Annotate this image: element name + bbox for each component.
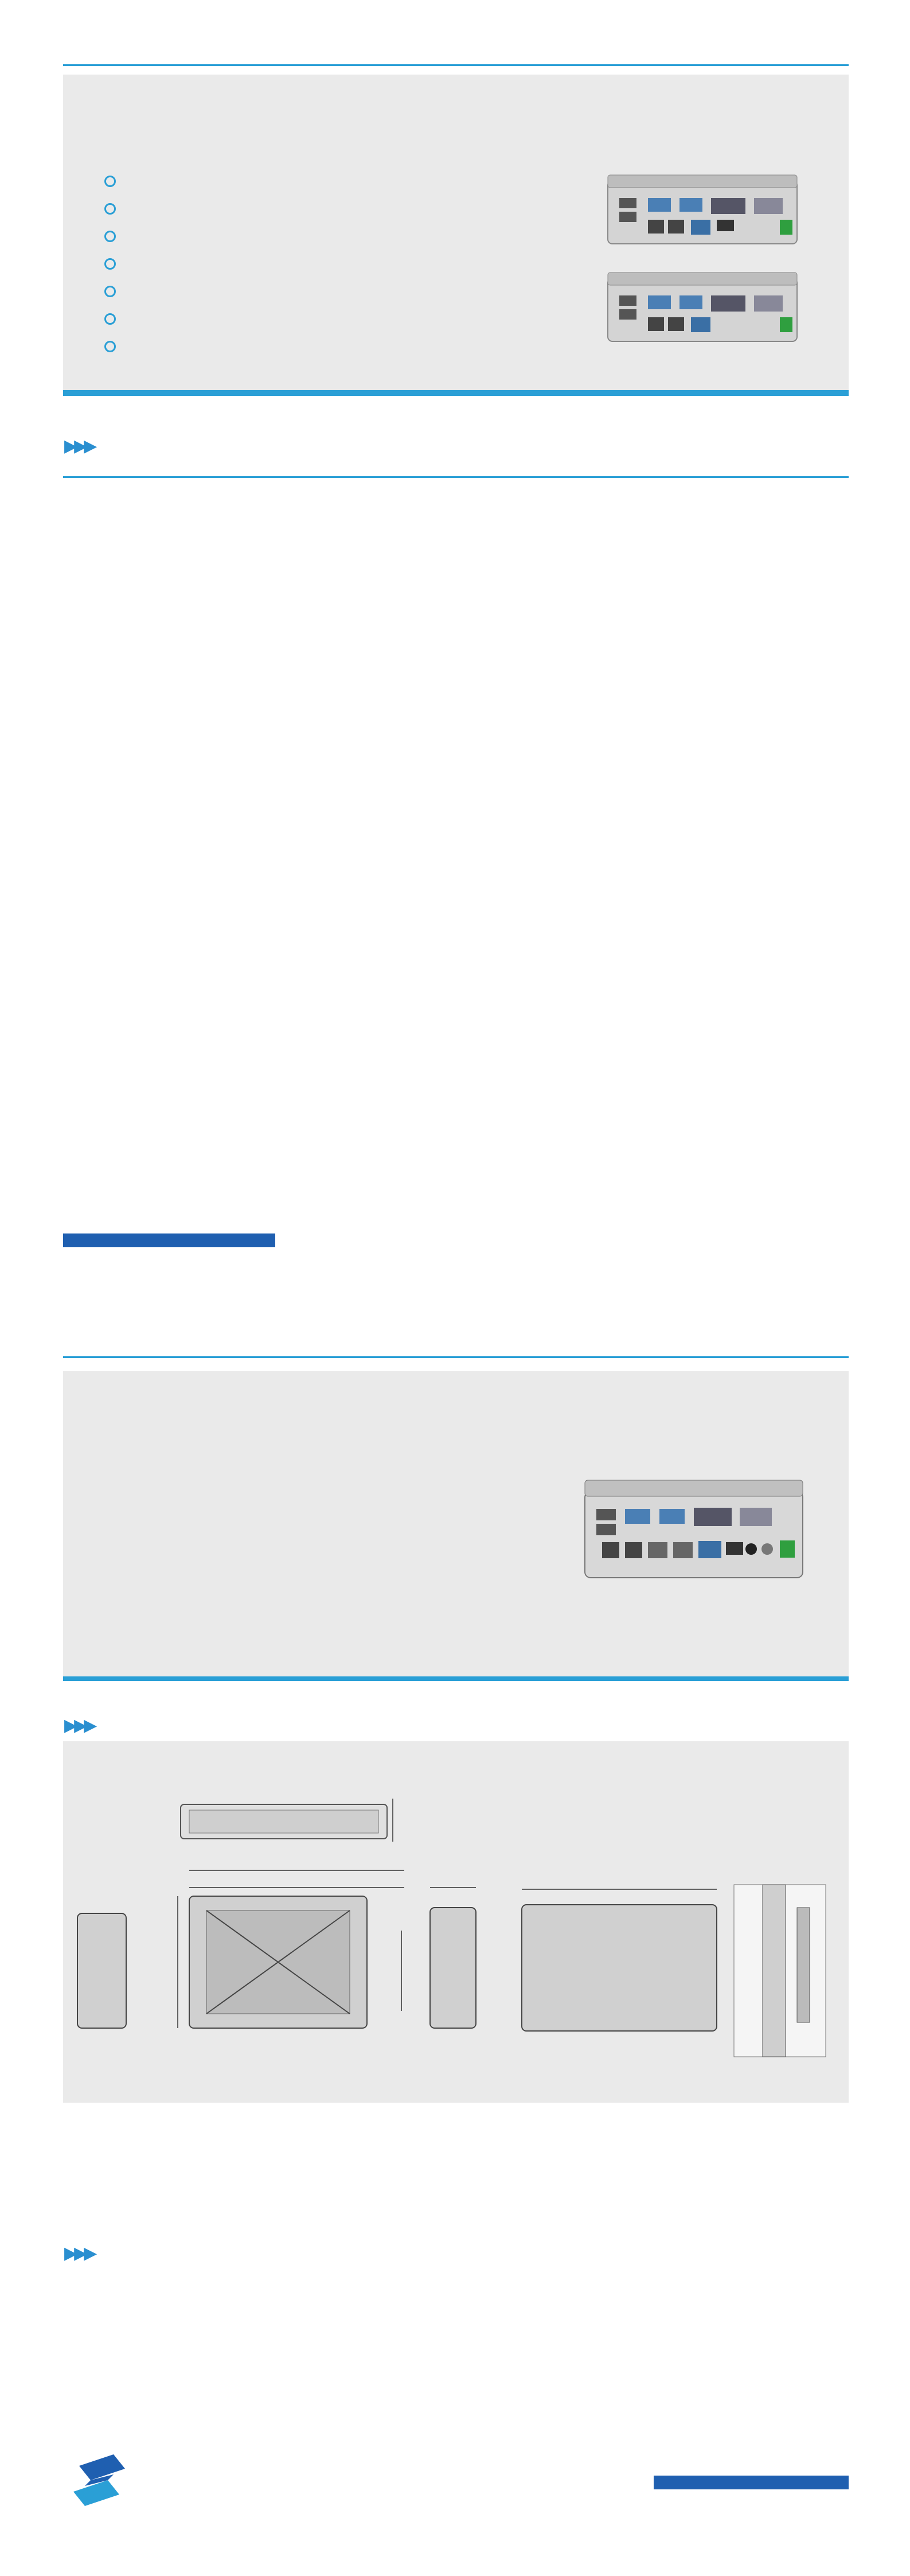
rear-view-icon bbox=[522, 1905, 717, 2031]
feature-item bbox=[104, 170, 128, 190]
footer-bar bbox=[654, 2476, 849, 2489]
company-logo-icon bbox=[68, 2449, 136, 2512]
bullet-icon bbox=[104, 286, 116, 297]
feature-item bbox=[104, 197, 128, 218]
bullet-icon bbox=[104, 258, 116, 270]
footer-bar bbox=[63, 1233, 275, 1247]
section-heading-dims bbox=[64, 1713, 105, 1736]
footer-stripes bbox=[505, 2470, 654, 2493]
rail-mount-icon bbox=[734, 1885, 826, 2057]
feature-item bbox=[104, 225, 128, 246]
bullet-icon bbox=[104, 176, 116, 187]
section-heading-order bbox=[64, 2240, 105, 2264]
page2-header-divider bbox=[63, 1356, 849, 1358]
feature-item bbox=[104, 280, 128, 301]
hero-accent-bar bbox=[63, 390, 849, 396]
footer-stripes bbox=[275, 1228, 413, 1251]
bullet-icon bbox=[104, 231, 116, 242]
top-view-icon bbox=[181, 1804, 387, 1839]
feature-item bbox=[104, 335, 128, 356]
front-view-icon bbox=[189, 1896, 367, 2028]
triple-arrow-icon: ▶▶▶ bbox=[64, 436, 94, 456]
section-heading-specs bbox=[64, 433, 105, 457]
io-port-diagram bbox=[568, 1423, 820, 1629]
triple-arrow-icon: ▶▶▶ bbox=[64, 1715, 94, 1736]
dimension-drawing bbox=[63, 1741, 849, 2103]
bullet-icon bbox=[104, 341, 116, 352]
triple-arrow-icon: ▶▶▶ bbox=[64, 2243, 94, 2263]
feature-item bbox=[104, 308, 128, 328]
section-divider bbox=[63, 476, 849, 478]
header-divider bbox=[63, 64, 849, 66]
feature-item bbox=[104, 252, 128, 273]
device-front-icon bbox=[608, 175, 797, 244]
device-back-icon bbox=[608, 273, 797, 341]
bullet-icon bbox=[104, 203, 116, 215]
product-photo bbox=[596, 169, 814, 359]
bullet-icon bbox=[104, 313, 116, 325]
io-accent-bar bbox=[63, 1676, 849, 1681]
